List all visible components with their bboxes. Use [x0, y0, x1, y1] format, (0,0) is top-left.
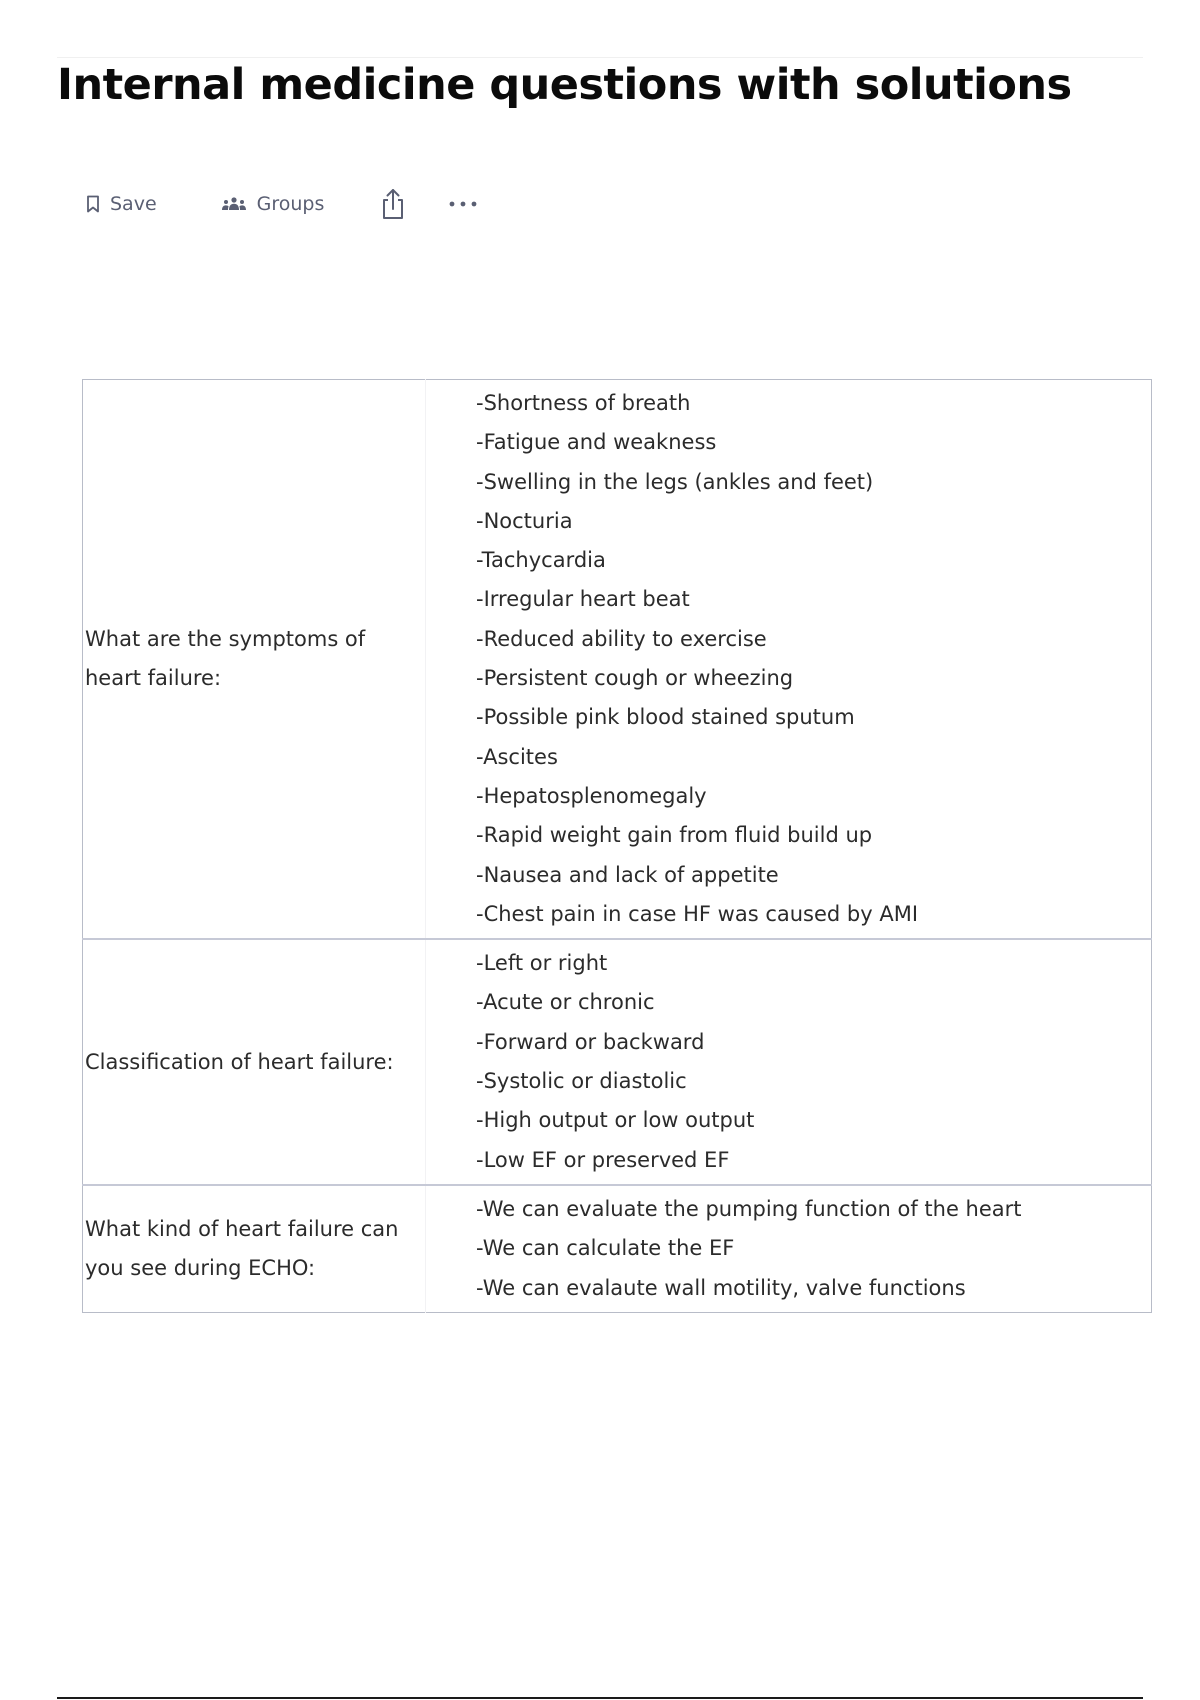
- answer-line: -Shortness of breath: [476, 391, 691, 415]
- answer-list: [476, 1190, 1141, 1308]
- answer-line: -Rapid weight gain from fluid build up: [476, 823, 873, 848]
- qa-table: [82, 379, 1152, 1313]
- answer-line: -We can calculate the EF: [476, 1236, 735, 1261]
- answer-list: [476, 384, 1141, 934]
- more-options-button[interactable]: [448, 200, 478, 208]
- answer-line: -Hepatosplenomegaly: [476, 783, 707, 808]
- answer-line: -Tachycardia: [476, 548, 606, 573]
- answer-line: -Persistent cough or wheezing: [476, 666, 794, 691]
- toolbar: [86, 186, 478, 222]
- page-title: Internal medicine questions with solutions: [57, 60, 1072, 110]
- answer-line: -Ascites: [476, 744, 558, 769]
- bookmark-icon: [86, 195, 100, 213]
- groups-label: Groups: [256, 193, 325, 215]
- answer-line: -Nausea and lack of appetite: [476, 862, 779, 887]
- save-button[interactable]: [86, 193, 157, 215]
- answer-cell: [426, 939, 1152, 1185]
- answer-line: -Swelling in the legs (ankles and feet): [476, 469, 874, 494]
- answer-line: -Nocturia: [476, 508, 573, 533]
- answer-line: -High output or low output: [476, 1108, 755, 1133]
- answer-line: -Irregular heart beat: [476, 587, 690, 612]
- groups-button[interactable]: [221, 193, 325, 215]
- answer-line: -Chest pain in case HF was caused by AMI: [476, 901, 919, 926]
- answer-line: -Possible pink blood stained sputum: [476, 705, 855, 730]
- question-cell: What are the symptoms of heart failure:: [83, 380, 426, 940]
- answer-line: -Left or right: [476, 951, 608, 976]
- top-divider: [57, 57, 1143, 58]
- answer-line: -Acute or chronic: [476, 990, 655, 1015]
- answer-line: -Systolic or diastolic: [476, 1069, 687, 1094]
- answer-line: -Fatigue and weakness: [476, 430, 717, 455]
- question-cell: What kind of heart failure can you see during ECHO:: [83, 1185, 426, 1312]
- more-horizontal-icon: [448, 200, 478, 208]
- qa-row-echo: [83, 1185, 1152, 1312]
- answer-cell: [426, 380, 1152, 940]
- people-group-icon: [221, 196, 247, 212]
- bottom-divider: [57, 1697, 1143, 1699]
- qa-row-classification: [83, 939, 1152, 1185]
- qa-row-symptoms: [83, 380, 1152, 940]
- answer-line: -Reduced ability to exercise: [476, 626, 767, 651]
- answer-cell: [426, 1185, 1152, 1312]
- save-label: Save: [110, 193, 157, 215]
- answer-line: -Low EF or preserved EF: [476, 1147, 730, 1172]
- question-cell: Classification of heart failure:: [83, 939, 426, 1185]
- share-button[interactable]: [380, 188, 406, 220]
- answer-line: -Forward or backward: [476, 1029, 705, 1054]
- answer-line: -We can evaluate the pumping function of the heart: [476, 1196, 1022, 1221]
- answer-line: -We can evalaute wall motility, valve functions: [476, 1275, 966, 1300]
- answer-list: [476, 944, 1141, 1180]
- share-icon: [380, 188, 406, 220]
